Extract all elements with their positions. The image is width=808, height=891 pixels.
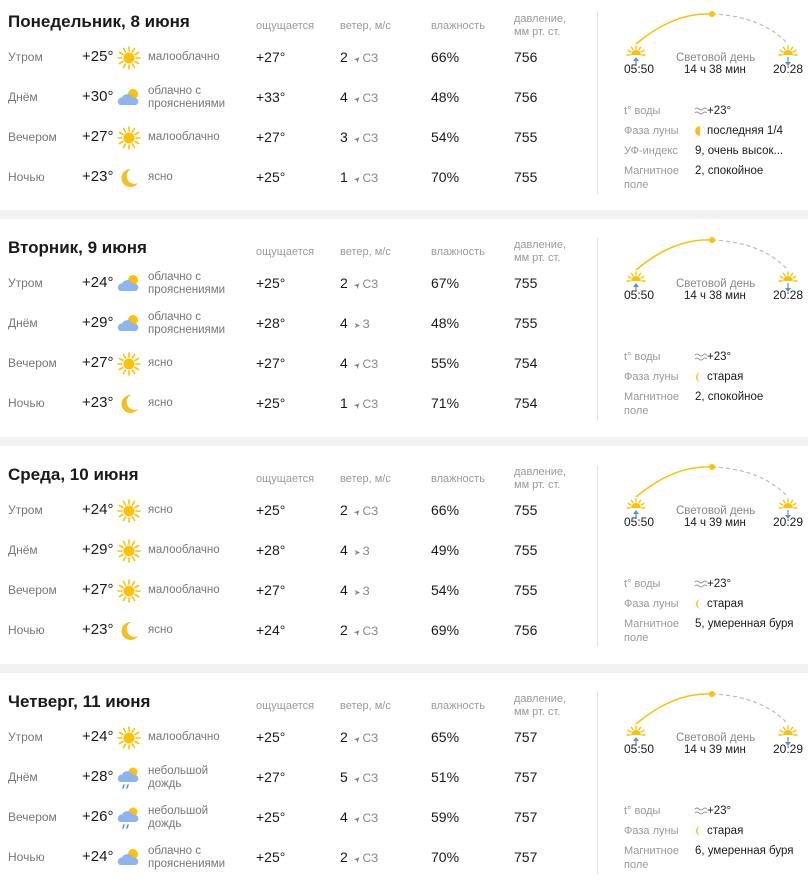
wind-direction: З [362, 544, 370, 558]
feels-like: +25° [256, 849, 286, 865]
temperature: +29° [82, 541, 114, 558]
day-length-label: Световой день [676, 278, 756, 290]
magnetic-field [624, 617, 808, 657]
forecast-row [0, 758, 596, 798]
condition-text: небольшой дождь [148, 765, 209, 790]
day-part-label: Днём [8, 316, 38, 330]
pressure: 757 [514, 769, 538, 785]
temperature: +24° [82, 848, 114, 865]
pressure: 755 [514, 542, 538, 558]
wind-speed-value: 4 [340, 542, 348, 558]
sun-icon [116, 46, 142, 70]
partly-cloudy-icon [116, 312, 142, 336]
wind-speed-value: 4 [340, 355, 348, 371]
wind-direction: З [362, 584, 370, 598]
condition-text: ясно [148, 624, 173, 636]
day-length-label: Световой день [676, 732, 756, 744]
condition-text: небольшой дождь [148, 805, 209, 830]
humidity: 54% [431, 582, 460, 598]
wind-direction: СЗ [362, 91, 379, 105]
water-temperature-label: t° воды [624, 805, 661, 817]
light-rain-icon [116, 766, 142, 790]
temperature: +27° [82, 581, 114, 598]
forecast-row [0, 158, 596, 198]
moon-phase-value: старая [707, 371, 744, 383]
feels-like: +28° [256, 542, 286, 558]
wind-speed-value: 2 [340, 849, 348, 865]
wind-direction-icon: ➤ [351, 506, 363, 519]
feels-like: +25° [256, 275, 286, 291]
wind-speed [340, 809, 378, 825]
water-temperature-value: +23° [707, 578, 732, 590]
condition-text: облачно с прояснениями [148, 271, 226, 296]
wind-direction: СЗ [362, 357, 379, 371]
water-temperature-label: t° воды [624, 578, 661, 590]
feels-header: ощущается [256, 246, 315, 258]
day-part-label: Утром [8, 276, 43, 290]
sun-moon-panel [612, 680, 808, 890]
day-part-label: Ночью [8, 850, 45, 864]
wind-direction: СЗ [362, 277, 379, 291]
water-temperature-label: t° воды [624, 351, 661, 363]
condition-text: малооблачно [148, 584, 220, 596]
pressure: 755 [514, 315, 538, 331]
pressure: 757 [514, 849, 538, 865]
feels-like: +27° [256, 355, 286, 371]
sunrise-time: 05:50 [624, 288, 655, 302]
sun-icon [116, 126, 142, 150]
wind-direction-icon: ➤ [351, 93, 363, 106]
condition-text: ясно [148, 397, 173, 409]
wind-speed [340, 129, 378, 145]
feels-header: ощущается [256, 20, 315, 32]
wind-speed-value: 1 [340, 169, 348, 185]
forecast-row [0, 611, 596, 651]
moon-phase-icon [694, 370, 708, 382]
wind-speed [340, 622, 378, 638]
forecast-row [0, 304, 596, 344]
feels-like: +27° [256, 582, 286, 598]
sunset-time: 20:28 [773, 62, 804, 76]
wind-direction-icon: ➤ [351, 359, 363, 372]
humidity-header: влажность [431, 20, 485, 32]
pressure: 756 [514, 622, 538, 638]
partly-cloudy-icon [116, 846, 142, 870]
day-part-label: Днём [8, 770, 38, 784]
pressure: 756 [514, 49, 538, 65]
temperature: +23° [82, 621, 114, 638]
pressure: 755 [514, 129, 538, 145]
sun-moon-panel [612, 453, 808, 663]
sunset-time: 20:29 [773, 515, 804, 529]
wind-direction-icon: ➤ [351, 813, 363, 826]
moon-phase-label: Фаза луны [624, 371, 679, 383]
moon-phase-icon [694, 597, 708, 609]
day-part-label: Ночью [8, 170, 45, 184]
humidity-header: влажность [431, 246, 485, 258]
wind-speed-value: 2 [340, 502, 348, 518]
wind-direction-icon: ➤ [351, 853, 363, 866]
wind-speed [340, 769, 378, 785]
wind-direction-icon: ➤ [351, 279, 363, 292]
humidity: 65% [431, 729, 460, 745]
wind-speed-value: 3 [340, 129, 348, 145]
wind-header: ветер, м/с [340, 20, 391, 32]
forecast-row [0, 78, 596, 118]
wind-direction-icon: ➤ [351, 773, 363, 786]
temperature: +24° [82, 728, 114, 745]
feels-like: +27° [256, 769, 286, 785]
day-part-label: Вечером [8, 356, 57, 370]
magnetic-field [624, 164, 808, 204]
magnetic-field-label: Магнитное поле [624, 618, 679, 644]
column-divider [597, 692, 598, 874]
sun-icon [116, 726, 142, 750]
day-separator [0, 664, 808, 673]
wind-speed [340, 315, 370, 331]
day-part-label: Днём [8, 543, 38, 557]
forecast-row [0, 798, 596, 838]
day-separator [0, 210, 808, 219]
temperature: +24° [82, 274, 114, 291]
wind-direction: СЗ [362, 171, 379, 185]
wind-direction-icon: ➤ [351, 626, 363, 639]
day-title: Среда, 10 июня [8, 465, 139, 484]
feels-header: ощущается [256, 473, 315, 485]
wind-direction-icon: ➤ [351, 133, 363, 146]
day-title: Понедельник, 8 июня [8, 12, 190, 31]
wind-direction: СЗ [362, 397, 379, 411]
pressure-header: давление, мм рт. ст. [514, 466, 567, 491]
temperature: +24° [82, 501, 114, 518]
column-divider [597, 12, 598, 194]
condition-text: малооблачно [148, 131, 220, 143]
day-length-value: 14 ч 39 мин [684, 744, 746, 756]
pressure: 757 [514, 809, 538, 825]
water-temperature-value: +23° [707, 351, 732, 363]
partly-cloudy-icon [116, 272, 142, 296]
day-length-value: 14 ч 38 мин [684, 64, 746, 76]
magnetic-field [624, 844, 808, 884]
moon-phase-label: Фаза луны [624, 598, 679, 610]
wind-direction-icon: ➤ [353, 588, 361, 597]
day-length-label: Световой день [676, 52, 756, 64]
humidity: 51% [431, 769, 460, 785]
forecast-row [0, 491, 596, 531]
wind-speed-value: 2 [340, 49, 348, 65]
magnetic-field-value: 6, умеренная буря [695, 845, 794, 857]
feels-like: +24° [256, 622, 286, 638]
humidity: 70% [431, 849, 460, 865]
moon-phase-value: старая [707, 825, 744, 837]
condition-text: ясно [148, 504, 173, 516]
feels-like: +25° [256, 729, 286, 745]
wind-speed-value: 4 [340, 89, 348, 105]
pressure: 756 [514, 89, 538, 105]
forecast-row [0, 118, 596, 158]
forecast-row [0, 718, 596, 758]
humidity: 48% [431, 315, 460, 331]
magnetic-field-label: Магнитное поле [624, 165, 679, 191]
pressure: 755 [514, 582, 538, 598]
wind-speed-value: 4 [340, 315, 348, 331]
wind-speed [340, 582, 370, 598]
water-wave-icon [694, 104, 708, 116]
day-part-label: Днём [8, 90, 38, 104]
feels-header: ощущается [256, 700, 315, 712]
day-part-label: Ночью [8, 396, 45, 410]
day-card [0, 226, 808, 436]
condition-text: облачно с прояснениями [148, 845, 226, 870]
wind-direction: СЗ [362, 771, 379, 785]
wind-direction: СЗ [362, 811, 379, 825]
temperature: +29° [82, 314, 114, 331]
day-card [0, 0, 808, 210]
temperature: +25° [82, 48, 114, 65]
light-rain-icon [116, 806, 142, 830]
wind-speed [340, 275, 378, 291]
wind-direction-icon: ➤ [351, 733, 363, 746]
humidity: 66% [431, 502, 460, 518]
water-temperature-value: +23° [707, 805, 732, 817]
humidity-header: влажность [431, 473, 485, 485]
pressure: 757 [514, 729, 538, 745]
water-wave-icon [694, 577, 708, 589]
sun-icon [116, 579, 142, 603]
wind-direction-icon: ➤ [351, 53, 363, 66]
forecast-row [0, 571, 596, 611]
condition-text: облачно с прояснениями [148, 311, 226, 336]
moon-phase-value: старая [707, 598, 744, 610]
feels-like: +28° [256, 315, 286, 331]
wind-speed [340, 169, 378, 185]
sunrise-time: 05:50 [624, 62, 655, 76]
condition-text: малооблачно [148, 51, 220, 63]
day-part-label: Утром [8, 50, 43, 64]
wind-speed-value: 5 [340, 769, 348, 785]
pressure: 755 [514, 169, 538, 185]
feels-like: +25° [256, 502, 286, 518]
wind-speed [340, 729, 378, 745]
day-part-label: Вечером [8, 583, 57, 597]
pressure-header: давление, мм рт. ст. [514, 693, 567, 718]
humidity: 55% [431, 355, 460, 371]
condition-text: ясно [148, 171, 173, 183]
magnetic-field-value: 2, спокойное [695, 391, 764, 403]
feels-like: +27° [256, 49, 286, 65]
wind-direction-icon: ➤ [351, 399, 363, 412]
day-part-label: Утром [8, 503, 43, 517]
uv-index-label: УФ-индекс [624, 145, 678, 157]
moon-icon [116, 166, 142, 190]
feels-like: +27° [256, 129, 286, 145]
temperature: +27° [82, 128, 114, 145]
temperature: +30° [82, 88, 114, 105]
moon-icon [116, 392, 142, 416]
wind-speed [340, 89, 378, 105]
wind-direction: СЗ [362, 624, 379, 638]
condition-text: малооблачно [148, 544, 220, 556]
temperature: +23° [82, 168, 114, 185]
wind-direction: СЗ [362, 51, 379, 65]
moon-phase-icon [694, 124, 708, 136]
forecast-row [0, 531, 596, 571]
wind-speed [340, 849, 378, 865]
moon-phase-label: Фаза луны [624, 125, 679, 137]
feels-like: +33° [256, 89, 286, 105]
feels-like: +25° [256, 169, 286, 185]
wind-direction-icon: ➤ [353, 321, 361, 330]
forecast-row [0, 838, 596, 878]
forecast-row [0, 384, 596, 424]
wind-speed-value: 4 [340, 809, 348, 825]
condition-text: облачно с прояснениями [148, 85, 226, 110]
humidity: 54% [431, 129, 460, 145]
pressure-header: давление, мм рт. ст. [514, 13, 567, 38]
pressure: 755 [514, 502, 538, 518]
partly-cloudy-icon [116, 86, 142, 110]
sun-moon-panel [612, 226, 808, 436]
water-wave-icon [694, 804, 708, 816]
water-wave-icon [694, 350, 708, 362]
pressure-header: давление, мм рт. ст. [514, 239, 567, 264]
humidity-header: влажность [431, 700, 485, 712]
moon-phase-value: последняя 1/4 [707, 125, 783, 137]
humidity: 71% [431, 395, 460, 411]
humidity: 48% [431, 89, 460, 105]
sun-icon [116, 352, 142, 376]
sunset-time: 20:29 [773, 742, 804, 756]
wind-speed [340, 395, 378, 411]
feels-like: +25° [256, 809, 286, 825]
wind-speed-value: 1 [340, 395, 348, 411]
magnetic-field [624, 390, 808, 430]
uv-index-value: 9, очень высок... [695, 145, 784, 157]
condition-text: малооблачно [148, 731, 220, 743]
pressure: 754 [514, 395, 538, 411]
wind-speed [340, 49, 378, 65]
wind-speed-value: 2 [340, 729, 348, 745]
temperature: +28° [82, 768, 114, 785]
magnetic-field-value: 2, спокойное [695, 165, 764, 177]
forecast-row [0, 38, 596, 78]
humidity: 66% [431, 49, 460, 65]
day-part-label: Утром [8, 730, 43, 744]
column-divider [597, 238, 598, 420]
day-title: Четверг, 11 июня [8, 692, 151, 711]
sun-icon [116, 499, 142, 523]
day-card [0, 680, 808, 890]
day-length-label: Световой день [676, 505, 756, 517]
humidity: 70% [431, 169, 460, 185]
humidity: 69% [431, 622, 460, 638]
water-temperature-value: +23° [707, 105, 732, 117]
condition-text: ясно [148, 357, 173, 369]
humidity: 67% [431, 275, 460, 291]
temperature: +26° [82, 808, 114, 825]
humidity: 49% [431, 542, 460, 558]
wind-direction: СЗ [362, 131, 379, 145]
wind-direction-icon: ➤ [353, 548, 361, 557]
temperature: +23° [82, 394, 114, 411]
magnetic-field-label: Магнитное поле [624, 845, 679, 871]
feels-like: +25° [256, 395, 286, 411]
temperature: +27° [82, 354, 114, 371]
sunrise-time: 05:50 [624, 515, 655, 529]
day-length-value: 14 ч 38 мин [684, 290, 746, 302]
magnetic-field-label: Магнитное поле [624, 391, 679, 417]
forecast-row [0, 264, 596, 304]
wind-direction-icon: ➤ [351, 173, 363, 186]
magnetic-field-value: 5, умеренная буря [695, 618, 794, 630]
wind-header: ветер, м/с [340, 700, 391, 712]
wind-header: ветер, м/с [340, 473, 391, 485]
day-part-label: Вечером [8, 810, 57, 824]
moon-icon [116, 619, 142, 643]
pressure: 755 [514, 275, 538, 291]
sun-moon-panel [612, 0, 808, 210]
wind-speed-value: 2 [340, 622, 348, 638]
day-length-value: 14 ч 39 мин [684, 517, 746, 529]
wind-speed-value: 4 [340, 582, 348, 598]
wind-direction: СЗ [362, 504, 379, 518]
moon-phase-label: Фаза луны [624, 825, 679, 837]
day-part-label: Ночью [8, 623, 45, 637]
wind-speed [340, 542, 370, 558]
sunrise-time: 05:50 [624, 742, 655, 756]
column-divider [597, 465, 598, 647]
wind-direction: СЗ [362, 731, 379, 745]
sun-icon [116, 539, 142, 563]
day-separator [0, 437, 808, 446]
wind-direction: СЗ [362, 851, 379, 865]
day-part-label: Вечером [8, 130, 57, 144]
wind-direction: З [362, 317, 370, 331]
sunset-time: 20:28 [773, 288, 804, 302]
wind-speed [340, 502, 378, 518]
wind-speed [340, 355, 378, 371]
forecast-row [0, 344, 596, 384]
humidity: 59% [431, 809, 460, 825]
pressure: 754 [514, 355, 538, 371]
day-title: Вторник, 9 июня [8, 238, 147, 257]
moon-phase-icon [694, 824, 708, 836]
wind-header: ветер, м/с [340, 246, 391, 258]
water-temperature-label: t° воды [624, 105, 661, 117]
day-card [0, 453, 808, 663]
wind-speed-value: 2 [340, 275, 348, 291]
